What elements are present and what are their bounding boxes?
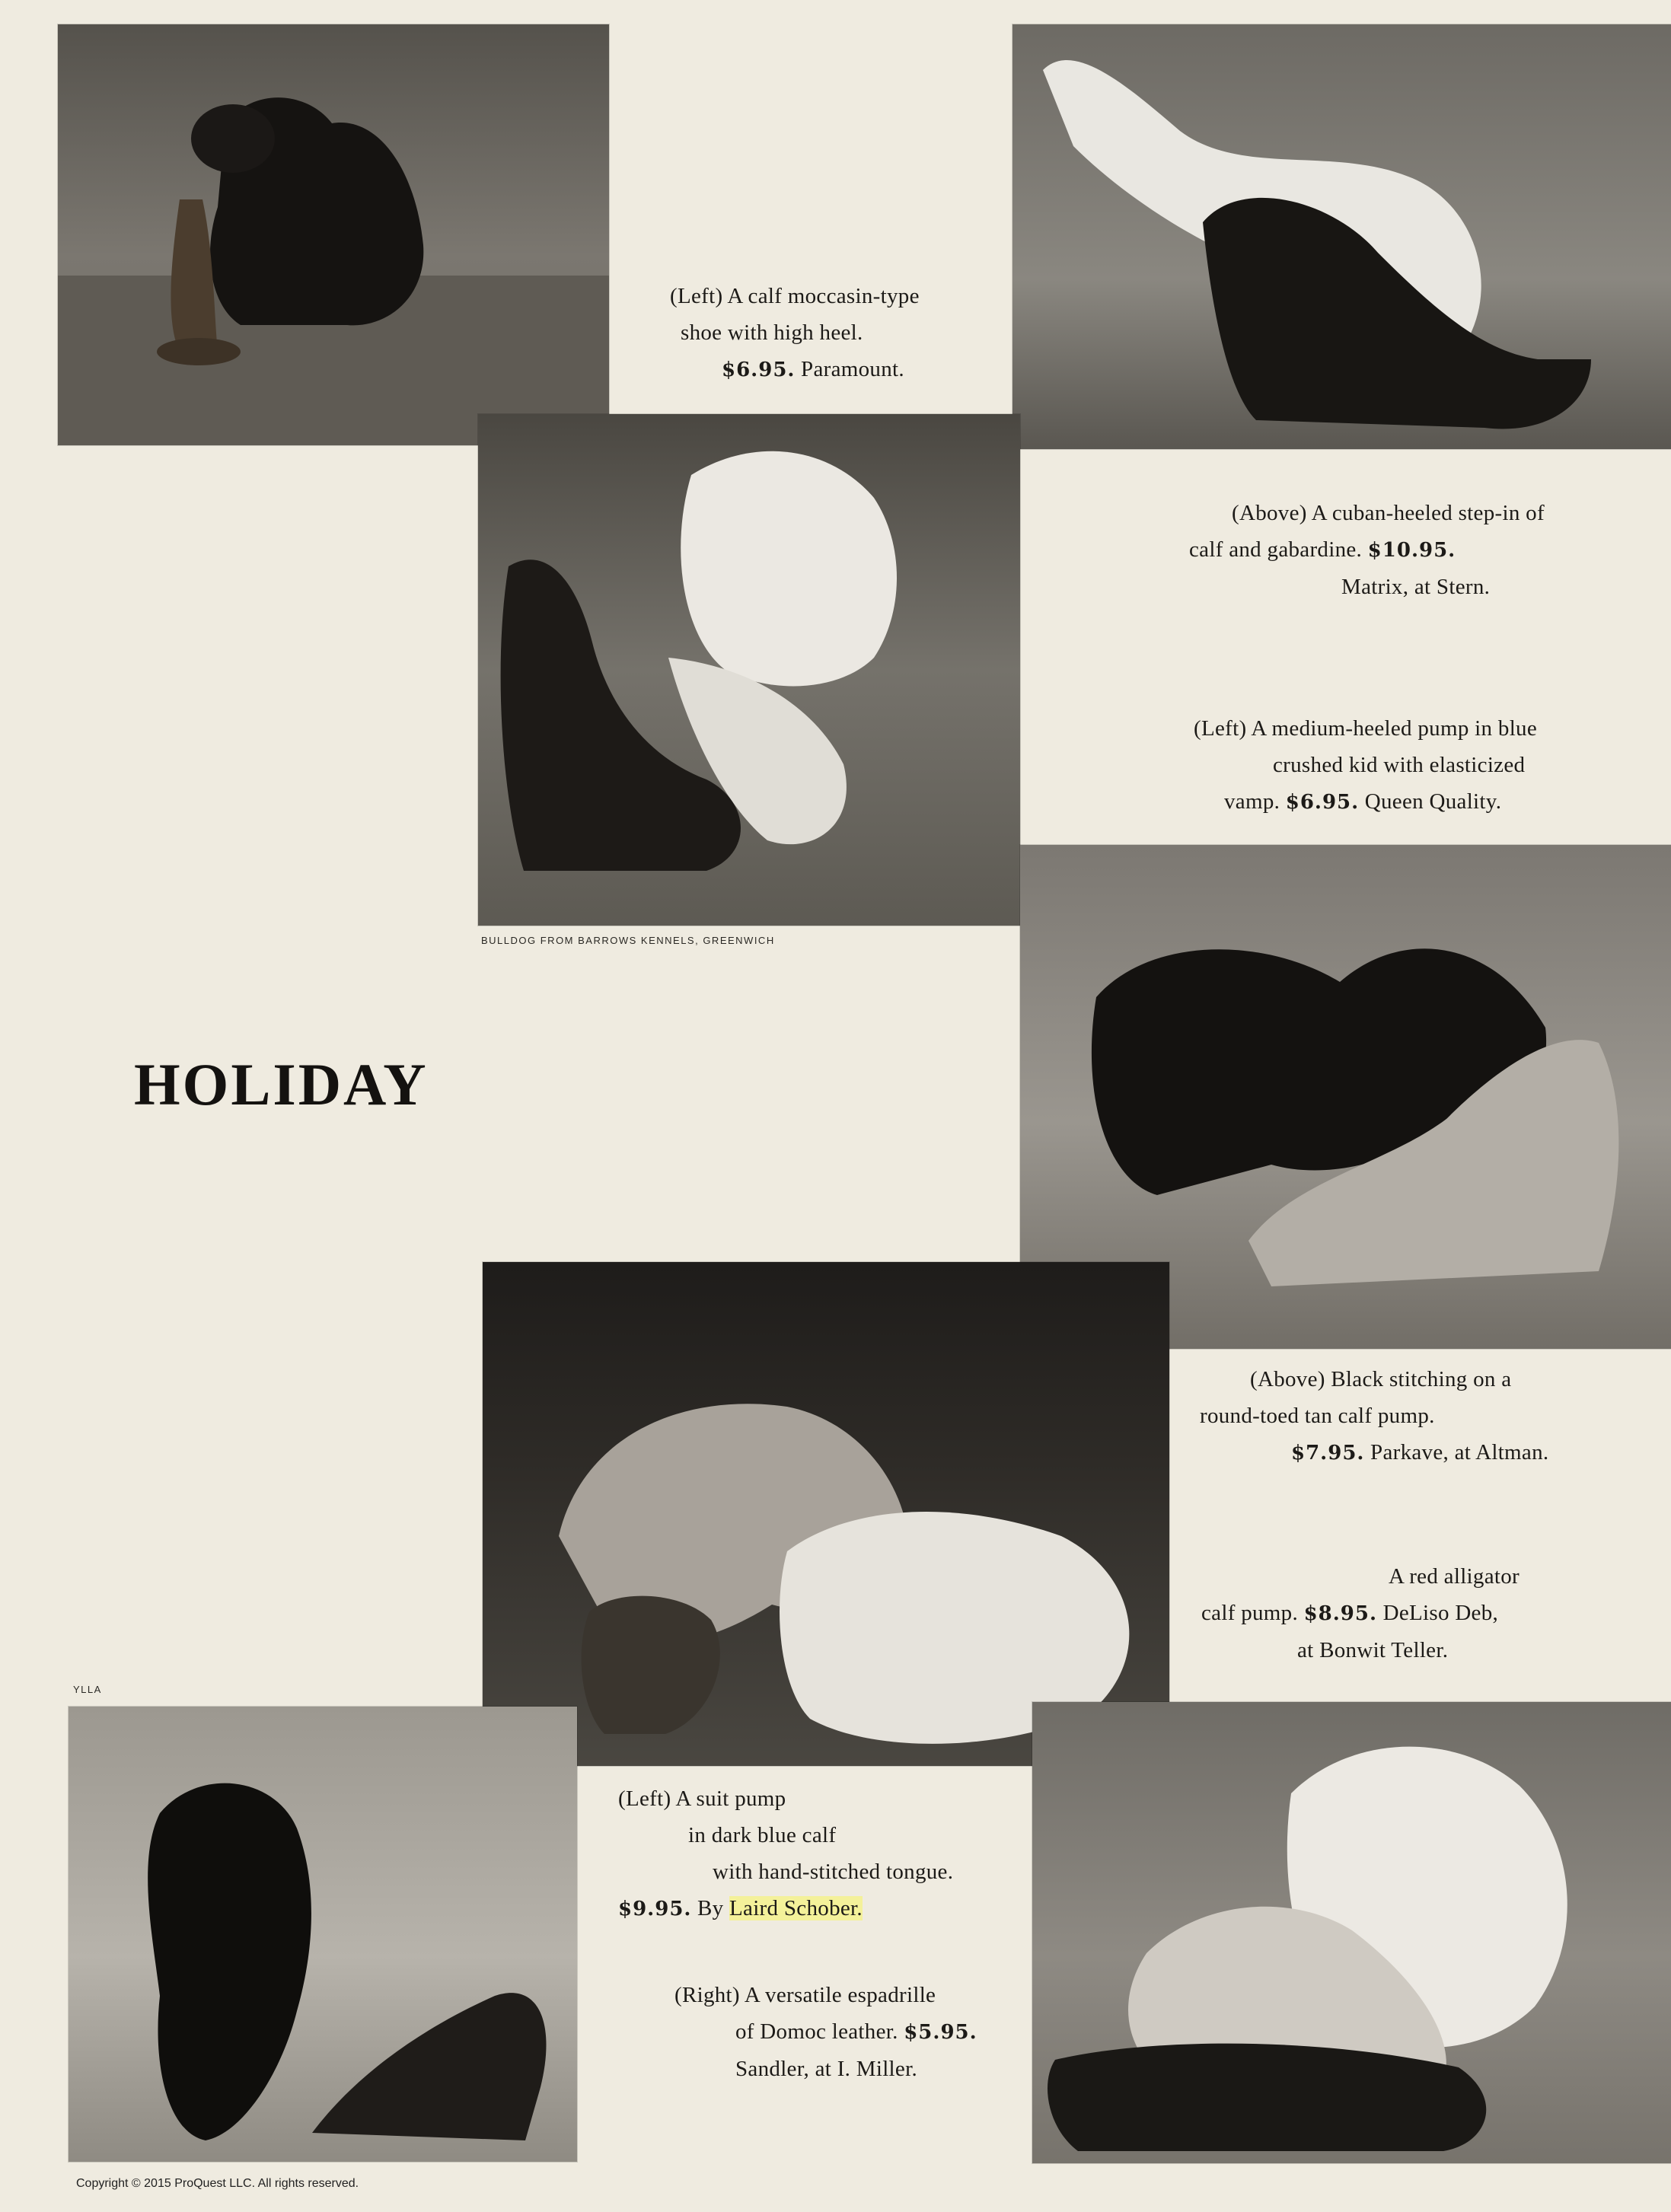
caption-line	[1201, 1595, 1520, 1632]
caption-text: By	[691, 1896, 730, 1920]
caption-brand: Queen Quality.	[1359, 789, 1502, 814]
caption-line: round-toed tan calf pump.	[1200, 1404, 1435, 1428]
caption-stepin	[1189, 495, 1545, 605]
photo-scottie-suitpump	[69, 1707, 577, 2162]
caption-text: calf and gabardine.	[1189, 537, 1368, 562]
price: $7.95.	[1291, 1442, 1365, 1465]
caption-line: with hand-stitched tongue.	[713, 1860, 954, 1884]
caption-brand: Parkave, at Altman.	[1364, 1440, 1549, 1465]
caption-line: (Above) Black stitching on a	[1250, 1367, 1512, 1391]
caption-medium-pump	[1194, 710, 1537, 821]
caption-line: (Left) A medium-heeled pump in blue	[1194, 716, 1538, 741]
caption-brand: Laird Schober.	[729, 1896, 863, 1920]
photo-kitten-stepin	[1012, 24, 1671, 449]
caption-espadrille	[674, 1977, 977, 2087]
caption-brand: DeLiso Deb,	[1377, 1601, 1499, 1625]
page-title: HOLIDAY	[134, 1051, 429, 1117]
caption-line: (Above) A cuban-heeled step-in of	[1232, 501, 1545, 525]
photo-puppy-kitten-alligator	[483, 1262, 1169, 1766]
caption-text: calf pump.	[1201, 1601, 1304, 1625]
caption-text: of Domoc leather.	[735, 2019, 904, 2044]
caption-line	[1189, 531, 1545, 569]
caption-brand: Paramount.	[795, 357, 904, 381]
bulldog-kennel-credit: BULLDOG FROM BARROWS KENNELS, GREENWICH	[481, 935, 775, 946]
caption-line	[618, 1890, 953, 1927]
caption-line	[674, 2013, 977, 2051]
caption-line	[1194, 783, 1537, 821]
caption-tan-pump	[1200, 1361, 1548, 1471]
price: $10.95.	[1367, 539, 1456, 562]
caption-line: crushed kid with elasticized	[1273, 753, 1526, 777]
caption-line: (Right) A versatile espadrille	[674, 1983, 936, 2007]
caption-line: A red alligator	[1389, 1564, 1520, 1589]
caption-alligator-pump	[1201, 1558, 1520, 1669]
caption-suit-pump	[618, 1780, 953, 1927]
photographer-credit: YLLA	[73, 1684, 102, 1695]
price: $9.95.	[618, 1898, 692, 1920]
caption-line: shoe with high heel.	[681, 320, 863, 345]
copyright-notice: Copyright © 2015 ProQuest LLC. All rights reserved.	[76, 2177, 359, 2190]
caption-line: at Bonwit Teller.	[1297, 1638, 1449, 1662]
caption-line: Matrix, at Stern.	[1341, 575, 1491, 599]
caption-line: (Left) A suit pump	[618, 1786, 786, 1811]
caption-line: (Left) A calf moccasin-type	[670, 284, 920, 308]
caption-line	[1200, 1434, 1548, 1471]
photo-bulldog-espadrille	[1032, 1702, 1671, 2163]
photo-bulldog-pump	[478, 414, 1020, 926]
price: $6.95.	[722, 359, 796, 381]
price: $6.95.	[1285, 791, 1360, 814]
caption-text: vamp.	[1224, 789, 1286, 814]
caption-line: in dark blue calf	[688, 1823, 837, 1847]
price: $5.95.	[904, 2021, 977, 2044]
photo-dachshund-moccasin	[58, 24, 609, 445]
caption-line: Sandler, at I. Miller.	[735, 2057, 917, 2081]
caption-line	[670, 351, 920, 388]
price: $8.95.	[1303, 1602, 1378, 1625]
caption-moccasin	[670, 278, 920, 388]
